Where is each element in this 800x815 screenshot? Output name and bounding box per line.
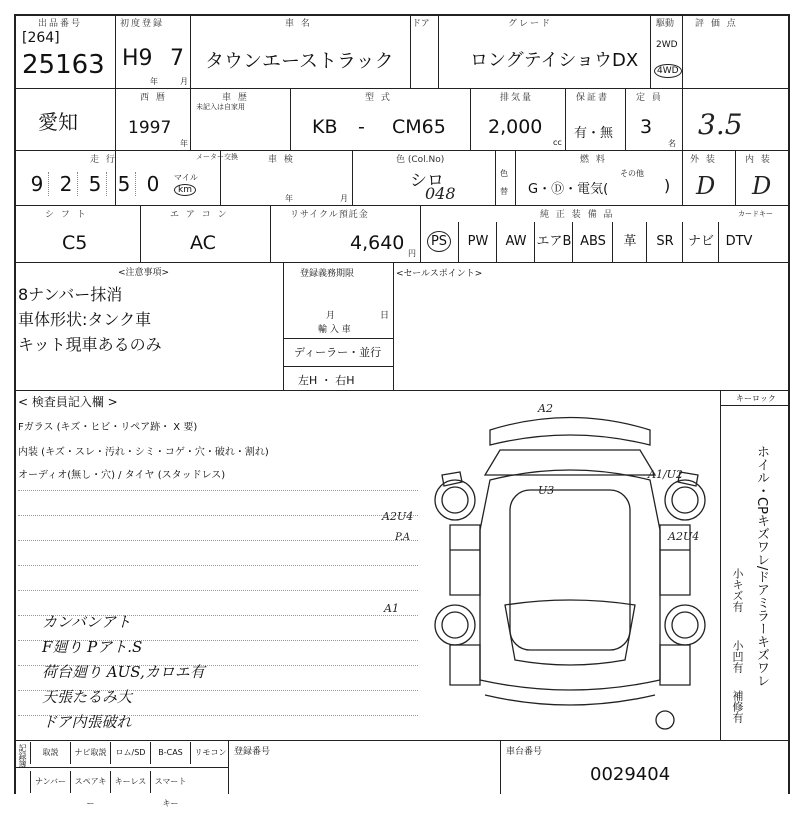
- type-model: CM65: [392, 116, 446, 138]
- sales-point-label: <セールスポイント>: [396, 269, 483, 279]
- first-reg-year-unit: 年: [150, 77, 158, 86]
- grade: ロングテイショウDX: [470, 50, 639, 71]
- dotted-line: [18, 540, 418, 541]
- interior-hand: D: [752, 172, 772, 200]
- equip-4: ABS: [572, 222, 613, 262]
- reg-no-label: 登録番号: [234, 747, 271, 757]
- history-label: 車 歴: [222, 93, 249, 103]
- equip-5: 革: [612, 222, 647, 262]
- equip-0: [420, 222, 458, 262]
- footer-cell: B-CAS: [150, 742, 190, 764]
- type-prefix: KB: [312, 116, 338, 138]
- origin: 愛知: [38, 110, 78, 134]
- capacity-label: 定 員: [636, 93, 663, 103]
- recycle-unit: 円: [408, 249, 416, 258]
- door-label: ドア: [412, 19, 430, 29]
- equip-6: SR: [646, 222, 683, 262]
- repaint-bottom: 替: [500, 187, 508, 196]
- chassis-no: 0029404: [590, 764, 671, 785]
- mark-left-rear: A1: [384, 602, 399, 615]
- mileage-unit-mile: マイル: [174, 173, 198, 182]
- grade-label: グレード: [508, 19, 553, 29]
- fuel-label: 燃 料: [580, 155, 607, 165]
- interior-label: 内 装: [745, 155, 772, 165]
- first-reg-era: H9: [122, 46, 153, 71]
- footer-cell: スペアキー: [70, 771, 110, 793]
- drive-2wd: 2WD: [656, 40, 678, 50]
- footer-left-label: 記録簿: [18, 744, 27, 768]
- lot-number: 25163: [22, 50, 105, 80]
- caution-lines: [18, 282, 162, 357]
- car-diagram: [420, 400, 720, 730]
- deadline-label: 登録義務期限: [300, 269, 355, 279]
- dotted-line: [18, 565, 418, 566]
- mark-left-door: A2U4: [382, 510, 414, 523]
- lot-label: 出品番号: [38, 19, 83, 29]
- first-reg-month-unit: 月: [180, 77, 188, 86]
- footer-cell: キーレス: [110, 771, 150, 793]
- ps-circle: PS: [427, 231, 451, 252]
- aircon: AC: [190, 232, 216, 254]
- caution-line: 車体形状:タンク車: [18, 310, 152, 329]
- lock-label: キーロック: [736, 394, 776, 403]
- inspection-year-unit: 年: [285, 194, 293, 203]
- dotted-line: [18, 515, 418, 516]
- mileage-digit: 2: [55, 172, 78, 196]
- displacement-unit: cc: [553, 138, 562, 147]
- hand-note: F廻り Pアト.S: [42, 638, 143, 656]
- audio-line: オーディオ(無し・穴) / タイヤ (スタッドレス): [18, 470, 226, 481]
- drive-label: 駆動: [656, 19, 675, 29]
- mileage-digit: 5: [84, 172, 107, 196]
- import-label: 輸 入 車: [318, 325, 351, 335]
- mark-right-front: A1/U2: [648, 468, 683, 481]
- exterior-label: 外 装: [690, 155, 717, 165]
- mileage-digits: [26, 172, 164, 196]
- fuel-close: ): [664, 176, 671, 195]
- footer-bottom-cells: [30, 771, 190, 808]
- interior-line: 内装 (キズ・スレ・汚れ・シミ・コゲ・穴・破れ・割れ): [18, 447, 269, 458]
- handwritten-notes: [42, 610, 205, 735]
- equip-1: PW: [458, 222, 497, 262]
- equipment-row: [420, 222, 790, 262]
- caution-line: 8ナンバー抹消: [18, 285, 123, 304]
- model-name: タウンエーストラック: [205, 50, 394, 72]
- equip-label: 純 正 装 備 品: [540, 210, 615, 220]
- model-name-label: 車 名: [285, 19, 312, 29]
- footer-cell: ナンバー: [30, 771, 70, 793]
- mark-right-door: A2U4: [668, 530, 700, 543]
- capacity-unit: 名: [668, 139, 676, 148]
- repaint-top: 色: [500, 169, 508, 178]
- footer-top-cells: [30, 742, 230, 764]
- displacement-label: 排気量: [500, 93, 534, 103]
- mileage-label: 走 行: [90, 155, 117, 165]
- hand-note: ドア内張破れ: [42, 713, 132, 731]
- year: 1997: [128, 118, 172, 138]
- year-unit: 年: [180, 139, 188, 148]
- equip-7: ナビ: [682, 222, 719, 262]
- score-label: 評 価 点: [695, 19, 738, 29]
- caution-label: <注意事項>: [118, 268, 170, 278]
- fuel-value: G・Ⓓ・電気(: [528, 182, 609, 197]
- inspector-title: < 検査員記入欄 >: [18, 395, 118, 409]
- caution-line: キット現車あるのみ: [18, 335, 162, 354]
- mark-front: A2: [538, 402, 553, 415]
- type-label: 型 式: [365, 93, 392, 103]
- dotted-line: [18, 590, 418, 591]
- equip-3: エアB: [534, 222, 573, 262]
- type-dash: -: [358, 116, 365, 138]
- footer-cell: リモコン: [190, 742, 230, 764]
- deadline-day: 日: [380, 311, 390, 321]
- year-label: 西 暦: [140, 93, 167, 103]
- lot-bracket: [264]: [22, 30, 60, 46]
- chassis-label: 車台番号: [506, 747, 543, 757]
- shift-label: シ フ ト: [45, 210, 88, 220]
- mileage-digit: 0: [146, 172, 160, 196]
- footer-cell: ロム/SD: [110, 742, 150, 764]
- warranty-label: 保証書: [576, 93, 610, 103]
- fuel-other: その他: [620, 169, 644, 178]
- side-text-3: 小凹有: [731, 640, 744, 673]
- footer-cell: スマートキー: [150, 771, 190, 793]
- meter-label: メーター交換: [196, 153, 238, 161]
- aircon-label: エ ア コ ン: [170, 210, 229, 220]
- equip-2: AW: [496, 222, 535, 262]
- color: シロ: [410, 171, 444, 191]
- footer-cell: ナビ取説: [70, 742, 110, 764]
- side-text: ホイル・CPキズワレ/ドアミラーキズワレ: [754, 445, 769, 688]
- displacement: 2,000: [488, 116, 543, 138]
- import-value: ディーラー・並行: [294, 346, 382, 359]
- drive-4wd: 4WD: [654, 64, 682, 78]
- inspection-month-unit: 月: [340, 194, 348, 203]
- mark-roof: U3: [538, 484, 555, 497]
- inspection-label: 車 検: [268, 155, 295, 165]
- hand-note: 天張たるみ大: [42, 688, 133, 706]
- footer-cell: 取説: [30, 742, 70, 764]
- side-text-4: 補修有: [731, 690, 744, 723]
- history-sub: 未記入は自家用: [196, 103, 245, 111]
- handle-value: 左H ・ 右H: [298, 374, 355, 387]
- mileage-digit: 5: [113, 172, 136, 196]
- first-reg-label: 初度登録: [120, 19, 165, 29]
- recycle-amount: 4,640: [350, 232, 405, 254]
- glass-line: Fガラス (キズ・ヒビ・リペア跡・ X 要): [18, 422, 198, 433]
- color-label: 色 (Col.No): [396, 155, 445, 165]
- dotted-line: [18, 490, 418, 491]
- shift: C5: [62, 232, 88, 254]
- warranty-value: 有・無: [574, 126, 614, 141]
- mileage-digit: 9: [26, 172, 49, 196]
- side-text-2: 小キズ有: [731, 568, 744, 612]
- mark-left-pa: P.A: [395, 532, 411, 543]
- equip-extra-label: カードキー: [738, 210, 773, 218]
- recycle-label: リサイクル預託金: [290, 210, 369, 220]
- first-reg-year: 7: [170, 46, 184, 71]
- hand-note: カンバンアト: [42, 613, 131, 631]
- capacity: 3: [640, 116, 653, 138]
- deadline-month: 月: [326, 311, 336, 321]
- hand-note: 荷台廻り AUS,カロエ有: [42, 663, 205, 681]
- equip-8: DTV: [718, 222, 759, 262]
- color-code: 048: [425, 184, 456, 203]
- mileage-unit-km: km: [174, 184, 196, 196]
- exterior-hand: D: [696, 172, 716, 200]
- score-hand: 3.5: [698, 108, 743, 141]
